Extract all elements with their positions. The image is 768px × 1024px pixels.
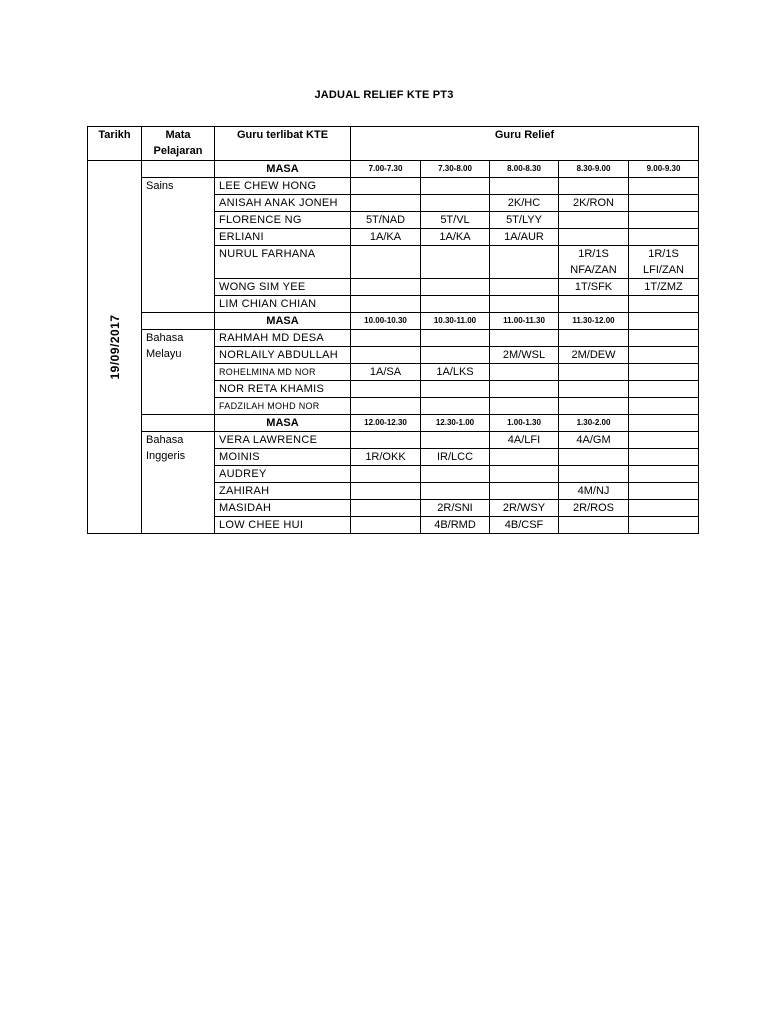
teacher-name: ANISAH ANAK JONEH [215, 195, 351, 212]
relief-slot: IR/LCC [421, 449, 490, 466]
time-slot-header: 8.30-9.00 [559, 161, 629, 178]
relief-slot [490, 483, 559, 500]
relief-slot [559, 330, 629, 347]
relief-slot: 2K/RON [559, 195, 629, 212]
relief-slot [490, 381, 559, 398]
teacher-name: LOW CHEE HUI [215, 517, 351, 534]
relief-slot [421, 330, 490, 347]
relief-slot [351, 279, 421, 296]
relief-slot [421, 178, 490, 195]
relief-slot [421, 246, 490, 279]
teacher-name: MOINIS [215, 449, 351, 466]
masa-label: MASA [215, 313, 351, 330]
teacher-name: VERA LAWRENCE [215, 432, 351, 449]
time-slot-header: 10.00-10.30 [351, 313, 421, 330]
relief-slot [629, 296, 699, 313]
relief-slot [421, 466, 490, 483]
table-row [88, 432, 699, 449]
relief-slot [421, 279, 490, 296]
masa-row [88, 313, 699, 330]
relief-slot [351, 432, 421, 449]
relief-slot: 1A/KA [421, 229, 490, 246]
relief-slot [490, 449, 559, 466]
date-cell [88, 161, 142, 534]
teacher-name: RAHMAH MD DESA [215, 330, 351, 347]
relief-slot [490, 178, 559, 195]
subject-name: Bahasa Inggeris [142, 432, 215, 534]
relief-slot [421, 432, 490, 449]
relief-slot [351, 500, 421, 517]
teacher-name: WONG SIM YEE [215, 279, 351, 296]
relief-slot [351, 347, 421, 364]
relief-slot: 5T/LYY [490, 212, 559, 229]
relief-slot: 5T/VL [421, 212, 490, 229]
relief-slot [351, 381, 421, 398]
time-slot-header: 7.00-7.30 [351, 161, 421, 178]
relief-slot: 1A/KA [351, 229, 421, 246]
subject-spacer [142, 415, 215, 432]
relief-slot: 1T/SFK [559, 279, 629, 296]
teacher-name: ZAHIRAH [215, 483, 351, 500]
time-slot-header: 12.00-12.30 [351, 415, 421, 432]
relief-slot [490, 279, 559, 296]
relief-slot [421, 296, 490, 313]
relief-slot [629, 347, 699, 364]
relief-slot [629, 449, 699, 466]
table-row [88, 330, 699, 347]
time-slot-header: 10.30-11.00 [421, 313, 490, 330]
subject-name: Bahasa Melayu [142, 330, 215, 415]
teacher-name: ERLIANI [215, 229, 351, 246]
relief-slot [629, 212, 699, 229]
time-slot-header: 11.30-12.00 [559, 313, 629, 330]
time-slot-header: 1.30-2.00 [559, 415, 629, 432]
relief-slot [559, 296, 629, 313]
relief-slot [629, 398, 699, 415]
teacher-name: LEE CHEW HONG [215, 178, 351, 195]
relief-slot [559, 178, 629, 195]
relief-slot [629, 381, 699, 398]
subject-spacer [142, 313, 215, 330]
relief-slot [490, 364, 559, 381]
relief-slot [351, 330, 421, 347]
subject-name: Sains [142, 178, 215, 313]
teacher-name: AUDREY [215, 466, 351, 483]
relief-slot: 1T/ZMZ [629, 279, 699, 296]
time-slot-header: 7.30-8.00 [421, 161, 490, 178]
relief-slot [629, 466, 699, 483]
relief-slot [490, 246, 559, 279]
masa-label: MASA [215, 415, 351, 432]
relief-slot [629, 229, 699, 246]
relief-slot [629, 195, 699, 212]
relief-slot: 5T/NAD [351, 212, 421, 229]
relief-slot [421, 195, 490, 212]
table-row [88, 178, 699, 195]
relief-slot [490, 466, 559, 483]
header-guru-terlibat: Guru terlibat KTE [215, 127, 351, 161]
relief-slot: 2R/WSY [490, 500, 559, 517]
subject-spacer [142, 161, 215, 178]
teacher-name: NORLAILY ABDULLAH [215, 347, 351, 364]
relief-slot [351, 398, 421, 415]
relief-slot: 2M/DEW [559, 347, 629, 364]
relief-slot [559, 212, 629, 229]
relief-slot [351, 483, 421, 500]
relief-slot: 2M/WSL [490, 347, 559, 364]
relief-slot: 2K/HC [490, 195, 559, 212]
relief-slot [559, 229, 629, 246]
teacher-name: NOR RETA KHAMIS [215, 381, 351, 398]
relief-slot [559, 364, 629, 381]
relief-slot: 1A/AUR [490, 229, 559, 246]
relief-slot [351, 466, 421, 483]
time-slot-header: 12.30-1.00 [421, 415, 490, 432]
relief-slot [629, 330, 699, 347]
teacher-name: ROHELMINA MD NOR [215, 364, 351, 381]
header-tarikh: Tarikh [88, 127, 142, 161]
relief-slot [421, 398, 490, 415]
relief-slot: 4M/NJ [559, 483, 629, 500]
teacher-name: MASIDAH [215, 500, 351, 517]
relief-slot [559, 466, 629, 483]
relief-slot: 1R/OKK [351, 449, 421, 466]
document-title: JADUAL RELIEF KTE PT3 [314, 89, 454, 101]
relief-slot [351, 296, 421, 313]
relief-slot [629, 178, 699, 195]
date-value: 19/09/2017 [107, 314, 122, 380]
header-mata-pelajaran: Mata Pelajaran [142, 127, 215, 161]
time-slot-header [629, 313, 699, 330]
relief-slot [629, 517, 699, 534]
time-slot-header [629, 415, 699, 432]
relief-slot [559, 449, 629, 466]
relief-slot [351, 195, 421, 212]
time-slot-header: 9.00-9.30 [629, 161, 699, 178]
relief-slot [490, 330, 559, 347]
relief-slot: 4A/LFI [490, 432, 559, 449]
relief-slot [629, 483, 699, 500]
relief-slot [351, 517, 421, 534]
teacher-name: FADZILAH MOHD NOR [215, 398, 351, 415]
header-guru-relief: Guru Relief [351, 127, 699, 161]
relief-schedule-table [87, 126, 699, 534]
relief-slot: 1A/LKS [421, 364, 490, 381]
relief-slot: 2R/SNI [421, 500, 490, 517]
relief-slot [421, 347, 490, 364]
relief-slot: 4B/RMD [421, 517, 490, 534]
masa-label: MASA [215, 161, 351, 178]
relief-slot [421, 381, 490, 398]
relief-slot [490, 398, 559, 415]
time-slot-header: 11.00-11.30 [490, 313, 559, 330]
relief-slot [351, 246, 421, 279]
relief-slot: 1R/1S NFA/ZAN [559, 246, 629, 279]
teacher-name: FLORENCE NG [215, 212, 351, 229]
relief-slot [490, 296, 559, 313]
relief-slot: 4B/CSF [490, 517, 559, 534]
relief-slot: 1R/1S LFI/ZAN [629, 246, 699, 279]
teacher-name: LIM CHIAN CHIAN [215, 296, 351, 313]
time-slot-header: 1.00-1.30 [490, 415, 559, 432]
relief-slot: 2R/ROS [559, 500, 629, 517]
masa-row [88, 415, 699, 432]
relief-slot [629, 500, 699, 517]
relief-slot [559, 517, 629, 534]
teacher-name: NURUL FARHANA [215, 246, 351, 279]
time-slot-header: 8.00-8.30 [490, 161, 559, 178]
masa-row [88, 161, 699, 178]
relief-slot [629, 364, 699, 381]
relief-slot: 4A/GM [559, 432, 629, 449]
relief-slot: 1A/SA [351, 364, 421, 381]
relief-slot [629, 432, 699, 449]
relief-slot [559, 381, 629, 398]
relief-slot [559, 398, 629, 415]
relief-slot [421, 483, 490, 500]
relief-slot [351, 178, 421, 195]
